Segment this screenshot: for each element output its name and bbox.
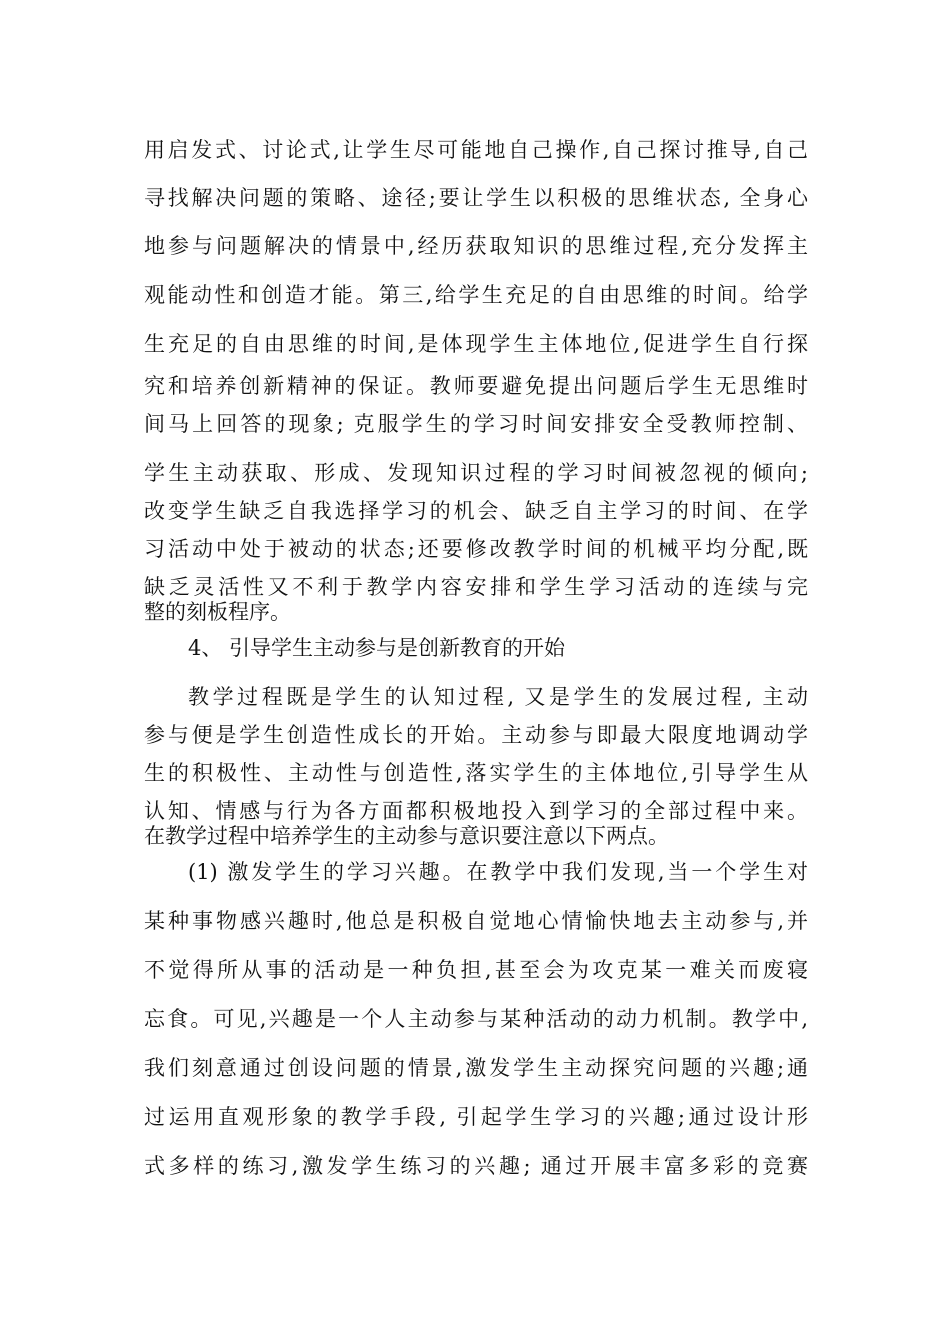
text-line: 间马上回答的现象; 克服学生的学习时间安排安全受教师控制、 — [144, 412, 808, 436]
text-line: 习活动中处于被动的状态;还要修改教学时间的机械平均分配,既 — [144, 537, 808, 561]
text-line: 整的刻板程序。 — [144, 600, 291, 624]
text-line: (1) 激发学生的学习兴趣。在教学中我们发现,当一个学生对 — [188, 860, 808, 884]
text-line: 某种事物感兴趣时,他总是积极自觉地心情愉快地去主动参与,并 — [144, 909, 808, 933]
text-line: 生的积极性、主动性与创造性,落实学生的主体地位,引导学生从 — [144, 761, 808, 785]
text-line: 学生主动获取、形成、发现知识过程的学习时间被忽视的倾向; — [144, 461, 808, 485]
text-line: 生充足的自由思维的时间,是体现学生主体地位,促进学生自行探 — [144, 332, 808, 356]
text-line: 观能动性和创造才能。第三,给学生充足的自由思维的时间。给学 — [144, 283, 808, 307]
text-line: 认知、情感与行为各方面都积极地投入到学习的全部过程中来。 — [144, 799, 808, 823]
text-line: 参与便是学生创造性成长的开始。主动参与即最大限度地调动学 — [144, 723, 808, 747]
text-line: 我们刻意通过创设问题的情景,激发学生主动探究问题的兴趣;通 — [144, 1056, 808, 1080]
text-line: 缺乏灵活性又不利于教学内容安排和学生学习活动的连续与完 — [144, 575, 808, 599]
text-line: 改变学生缺乏自我选择学习的机会、缺乏自主学习的时间、在学 — [144, 499, 808, 523]
text-line: 用启发式、讨论式,让学生尽可能地自己操作,自己探讨推导,自己 — [144, 138, 808, 162]
text-line: 忘食。可见,兴趣是一个人主动参与某种活动的动力机制。教学中, — [144, 1007, 808, 1031]
text-line: 寻找解决问题的策略、途径;要让学生以积极的思维状态, 全身心 — [144, 186, 808, 210]
text-line: 在教学过程中培养学生的主动参与意识要注意以下两点。 — [144, 824, 669, 848]
text-line: 式多样的练习,激发学生练习的兴趣; 通过开展丰富多彩的竞赛 — [144, 1154, 808, 1178]
text-line: 教学过程既是学生的认知过程, 又是学生的发展过程, 主动 — [188, 685, 808, 709]
text-line: 究和培养创新精神的保证。教师要避免提出问题后学生无思维时 — [144, 374, 808, 398]
text-line: 过运用直观形象的教学手段, 引起学生学习的兴趣;通过设计形 — [144, 1105, 808, 1129]
text-line: 不觉得所从事的活动是一种负担,甚至会为攻克某一难关而废寝 — [144, 958, 808, 982]
text-line: 地参与问题解决的情景中,经历获取知识的思维过程,充分发挥主 — [144, 234, 808, 258]
section-heading: 4、 引导学生主动参与是创新教育的开始 — [188, 636, 566, 660]
